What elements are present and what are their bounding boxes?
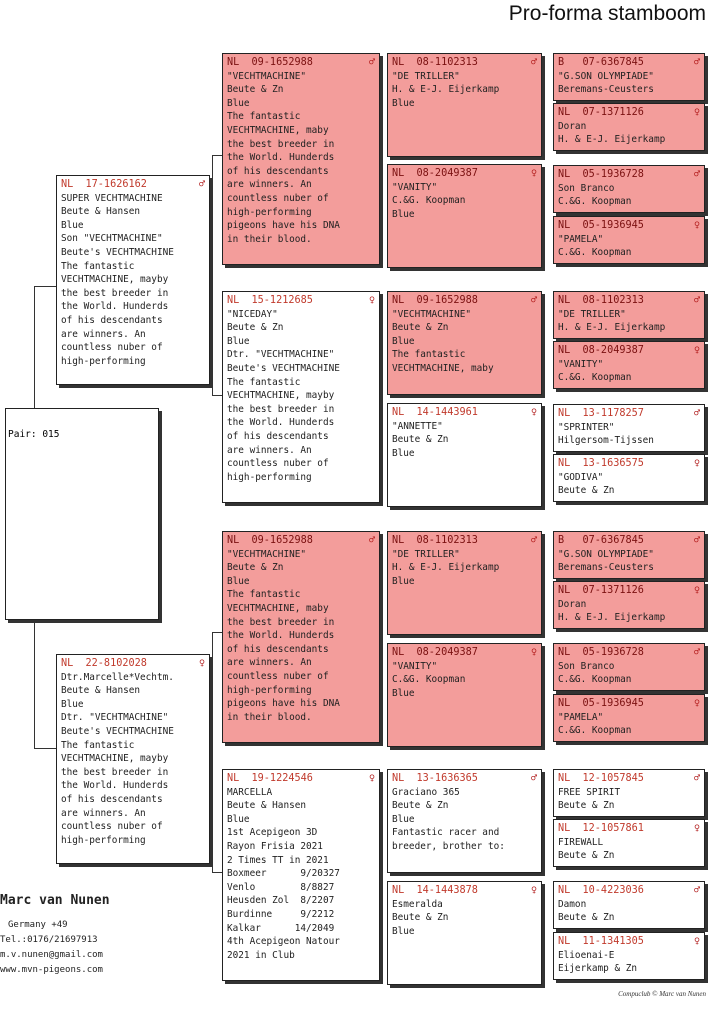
male-symbol-icon: ♂ — [530, 295, 537, 306]
ggg-parent-card[interactable] — [553, 291, 705, 339]
ggg-parent-card[interactable] — [553, 819, 705, 867]
ring-number: NL 14-1443961 — [392, 407, 478, 418]
ring-number: NL 10-4223036 — [558, 885, 644, 896]
pedigree-line: of his descendants — [61, 793, 163, 805]
ring-number: NL 13-1178257 — [558, 408, 644, 419]
pedigree-line: Blue — [227, 575, 250, 587]
connector-line — [34, 620, 35, 748]
pedigree-line: H. & E-J. Eijerkamp — [558, 612, 666, 624]
connector-line — [212, 872, 222, 873]
pedigree-line: Beute & Zn — [392, 434, 449, 446]
pedigree-line: VECHTMACHINE, maby — [392, 362, 494, 374]
ggg-parent-card[interactable] — [553, 769, 705, 817]
great-grandparent-card[interactable] — [387, 291, 542, 395]
pedigree-line: Beute & Zn — [558, 850, 615, 862]
ggg-parent-card[interactable] — [553, 643, 705, 691]
pedigree-line: Beute & Zn — [392, 322, 449, 334]
pedigree-line: Kalkar 14/2049 — [227, 922, 335, 934]
pedigree-line: C.&G. Koopman — [558, 674, 632, 686]
ggg-parent-card[interactable] — [553, 881, 705, 929]
pedigree-line: Beute & Zn — [392, 912, 449, 924]
female-symbol-icon: ♀ — [368, 295, 375, 306]
ring-number: NL 14-1443878 — [392, 885, 478, 896]
pedigree-line: Beute & Zn — [227, 84, 284, 96]
male-symbol-icon: ♂ — [530, 535, 537, 546]
pedigree-line: the World. Hunderds — [227, 630, 335, 642]
ring-header — [227, 772, 375, 786]
pedigree-line: H. & E-J. Eijerkamp — [558, 322, 666, 334]
pedigree-line: "PAMELA" — [558, 233, 604, 245]
pedigree-line: high-performing — [61, 355, 146, 367]
ring-number: NL 05-1936728 — [558, 647, 644, 658]
pedigree-line: Venlo 8/8827 — [227, 881, 335, 893]
credit-text: Compuclub © Marc van Nunen — [618, 990, 706, 998]
pedigree-line: Boxmeer 9/20327 — [227, 868, 340, 880]
pedigree-line: The fantastic — [392, 349, 466, 361]
pedigree-line: Son Branco — [558, 182, 615, 194]
pedigree-line: Heusden Zol 8/2207 — [227, 895, 335, 907]
pedigree-line: Beute & Hansen — [227, 800, 307, 812]
pedigree-line: VECHTMACHINE, maby — [227, 124, 329, 136]
great-grandparent-card[interactable] — [387, 881, 542, 985]
pedigree-line: "DE TRILLER" — [392, 548, 460, 560]
ring-number: NL 08-1102313 — [392, 57, 478, 68]
female-symbol-icon: ♀ — [198, 658, 205, 669]
pedigree-line: the World. Hunderds — [227, 417, 335, 429]
great-grandparent-card[interactable] — [387, 769, 542, 873]
male-symbol-icon: ♂ — [693, 169, 700, 180]
pedigree-line: Beute & Zn — [227, 562, 284, 574]
ring-header — [558, 344, 700, 358]
ggg-parent-card[interactable] — [553, 165, 705, 213]
connector-line — [34, 748, 56, 749]
pedigree-line: Blue — [392, 97, 415, 109]
ggg-parent-card[interactable] — [553, 404, 705, 452]
female-symbol-icon: ♀ — [530, 647, 537, 658]
ggg-parent-card[interactable] — [553, 531, 705, 579]
pedigree-line: the World. Hunderds — [61, 780, 169, 792]
pedigree-line: the best breeder in — [227, 403, 335, 415]
pedigree-line: Doran — [558, 598, 587, 610]
pedigree-line: Beute's VECHTMACHINE — [61, 725, 174, 737]
female-symbol-icon: ♀ — [693, 345, 700, 356]
female-symbol-icon: ♀ — [530, 407, 537, 418]
pedigree-line: high-performing — [227, 684, 312, 696]
pedigree-line: The fantastic — [227, 376, 301, 388]
granddam-card[interactable] — [222, 291, 380, 503]
pedigree-line: the best breeder in — [227, 616, 335, 628]
ring-number: NL 05-1936945 — [558, 220, 644, 231]
ring-header — [558, 772, 700, 786]
ggg-parent-card[interactable] — [553, 454, 705, 502]
ring-header — [558, 697, 700, 711]
contact-website[interactable]: www.mvn-pigeons.com — [0, 965, 103, 975]
pedigree-line: Beremans-Ceusters — [558, 562, 654, 574]
grandsire-card[interactable] — [222, 531, 380, 743]
pedigree-line: "GODIVA" — [558, 471, 604, 483]
connector-line — [212, 395, 222, 396]
pedigree-line: Esmeralda — [392, 898, 443, 910]
great-grandparent-card[interactable] — [387, 53, 542, 157]
female-symbol-icon: ♀ — [693, 220, 700, 231]
pedigree-line: The fantastic — [227, 111, 301, 123]
pedigree-line: C.&G. Koopman — [558, 196, 632, 208]
pedigree-line: C.&G. Koopman — [558, 247, 632, 259]
pedigree-line: Beute & Zn — [392, 800, 449, 812]
pedigree-line: "PAMELA" — [558, 711, 604, 723]
pedigree-line: Dtr. "VECHTMACHINE" — [61, 712, 169, 724]
pedigree-line: are winners. An — [227, 444, 312, 456]
pedigree-line: C.&G. Koopman — [558, 725, 632, 737]
pedigree-line: "VANITY" — [558, 358, 604, 370]
ring-header — [558, 168, 700, 182]
pedigree-line: "SPRINTER" — [558, 421, 615, 433]
pedigree-line: 2021 in Club — [227, 949, 295, 961]
contact-email[interactable]: m.v.nunen@gmail.com — [0, 950, 103, 960]
pedigree-line: Beute's VECHTMACHINE — [61, 246, 174, 258]
ring-number: NL 07-1371126 — [558, 585, 644, 596]
pedigree-line: MARCELLA — [227, 786, 273, 798]
female-symbol-icon: ♀ — [693, 585, 700, 596]
pedigree-line: Graciano 365 — [392, 786, 460, 798]
connector-line — [212, 155, 222, 156]
pedigree-line: Beute & Zn — [558, 912, 615, 924]
ring-header — [392, 56, 537, 70]
ring-number: NL 08-2049387 — [558, 345, 644, 356]
ring-number: NL 08-1102313 — [392, 535, 478, 546]
ring-header — [558, 584, 700, 598]
granddam-card[interactable] — [222, 769, 380, 981]
ring-number: B 07-6367845 — [558, 535, 644, 546]
great-grandparent-card[interactable] — [387, 164, 542, 268]
ring-header — [558, 294, 700, 308]
pedigree-line: "VECHTMACHINE" — [392, 308, 472, 320]
pedigree-line: the best breeder in — [227, 138, 335, 150]
ring-header — [392, 772, 537, 786]
pedigree-line: Blue — [392, 687, 415, 699]
pedigree-line: Blue — [61, 698, 84, 710]
pedigree-line: Blue — [392, 925, 415, 937]
ring-number: NL 08-2049387 — [392, 168, 478, 179]
ring-header — [392, 406, 537, 420]
ring-header — [558, 534, 700, 548]
pedigree-line: VECHTMACHINE, mayby — [61, 753, 169, 765]
ring-header — [392, 646, 537, 660]
breeder-contact — [0, 893, 110, 978]
contact-country: Germany +49 — [8, 920, 68, 930]
female-symbol-icon: ♀ — [530, 168, 537, 179]
pedigree-line: The fantastic — [61, 260, 135, 272]
ring-header — [61, 657, 205, 671]
pedigree-line: the best breeder in — [61, 287, 169, 299]
connector-line — [34, 286, 56, 287]
pedigree-line: Beute's VECHTMACHINE — [227, 362, 340, 374]
pedigree-line: Beute & Zn — [227, 322, 284, 334]
pedigree-line: FREE SPIRIT — [558, 786, 621, 798]
ring-number: NL 13-1636575 — [558, 458, 644, 469]
pedigree-line: 2 Times TT in 2021 — [227, 854, 329, 866]
pedigree-line: countless nuber of — [61, 821, 163, 833]
pedigree-line: The fantastic — [227, 589, 301, 601]
ring-number: B 07-6367845 — [558, 57, 644, 68]
ring-header — [61, 178, 205, 192]
pedigree-line: "ANNETTE" — [392, 420, 443, 432]
connector-line — [212, 632, 222, 633]
ring-header — [392, 294, 537, 308]
pedigree-line: Blue — [392, 575, 415, 587]
pedigree-line: Son Branco — [558, 660, 615, 672]
pedigree-line: Blue — [392, 447, 415, 459]
pedigree-line: in their blood. — [227, 711, 312, 723]
pedigree-line: Blue — [392, 208, 415, 220]
pair-label: Pair: 015 — [8, 429, 60, 440]
pedigree-line: H. & E-J. Eijerkamp — [392, 84, 500, 96]
pedigree-line: Elioenai-E — [558, 949, 615, 961]
pedigree-line: Blue — [227, 97, 250, 109]
pedigree-line: Fantastic racer and — [392, 827, 500, 839]
great-grandparent-card[interactable] — [387, 531, 542, 635]
ring-number: NL 19-1224546 — [227, 773, 313, 784]
pedigree-line: The fantastic — [61, 739, 135, 751]
pair-box — [5, 408, 159, 620]
grandsire-card[interactable] — [222, 53, 380, 265]
pedigree-line: Blue — [227, 335, 250, 347]
pedigree-line: "VECHTMACHINE" — [227, 548, 307, 560]
pedigree-line: VECHTMACHINE, mayby — [61, 274, 169, 286]
ring-header — [558, 646, 700, 660]
pedigree-line: Rayon Frisia 2021 — [227, 840, 323, 852]
male-symbol-icon: ♂ — [693, 885, 700, 896]
pedigree-line: "NICEDAY" — [227, 308, 278, 320]
pedigree-line: Beute & Zn — [558, 800, 615, 812]
pedigree-line: the World. Hunderds — [61, 301, 169, 313]
pedigree-line: Blue — [227, 813, 250, 825]
ring-header — [558, 219, 700, 233]
ring-number: NL 15-1212685 — [227, 295, 313, 306]
pedigree-line: countless nuber of — [227, 458, 329, 470]
pedigree-line: VECHTMACHINE, maby — [227, 602, 329, 614]
pedigree-line: are winners. An — [227, 179, 312, 191]
contact-phone: Tel.:0176/21697913 — [0, 935, 98, 945]
ggg-parent-card[interactable] — [553, 694, 705, 742]
ring-header — [392, 167, 537, 181]
pedigree-line: Beremans-Ceusters — [558, 84, 654, 96]
pedigree-line: 4th Acepigeon Natour — [227, 936, 340, 948]
pedigree-line: countless nuber of — [61, 342, 163, 354]
ggg-parent-card[interactable] — [553, 581, 705, 629]
pedigree-line: of his descendants — [227, 430, 329, 442]
male-symbol-icon: ♂ — [693, 647, 700, 658]
pedigree-line: Dtr.Marcelle*Vechtm. — [61, 671, 174, 683]
pedigree-line: "G.SON OLYMPIADE" — [558, 70, 654, 82]
pedigree-line: countless nuber of — [227, 670, 329, 682]
ggg-parent-card[interactable] — [553, 216, 705, 264]
ring-number: NL 12-1057845 — [558, 773, 644, 784]
ring-header — [227, 294, 375, 308]
pedigree-line: of his descendants — [61, 314, 163, 326]
pedigree-line: SUPER VECHTMACHINE — [61, 192, 163, 204]
great-grandparent-card[interactable] — [387, 403, 542, 507]
female-symbol-icon: ♀ — [368, 773, 375, 784]
ring-number: NL 08-1102313 — [558, 295, 644, 306]
pedigree-line: "DE TRILLER" — [392, 70, 460, 82]
pedigree-line: Beute & Hansen — [61, 206, 141, 218]
ring-number: NL 09-1652988 — [227, 57, 313, 68]
male-symbol-icon: ♂ — [530, 57, 537, 68]
pedigree-line: of his descendants — [227, 165, 329, 177]
pedigree-line: C.&G. Koopman — [392, 674, 466, 686]
pedigree-line: "VANITY" — [392, 660, 438, 672]
pedigree-line: C.&G. Koopman — [392, 195, 466, 207]
ring-header — [392, 534, 537, 548]
ring-number: NL 22-8102028 — [61, 658, 147, 669]
pedigree-line: of his descendants — [227, 643, 329, 655]
male-symbol-icon: ♂ — [198, 179, 205, 190]
ring-number: NL 13-1636365 — [392, 773, 478, 784]
pedigree-line: Burdinne 9/2212 — [227, 908, 335, 920]
breeder-name: Marc van Nunen — [0, 893, 110, 908]
male-symbol-icon: ♂ — [530, 773, 537, 784]
pedigree-line: H. & E-J. Eijerkamp — [392, 562, 500, 574]
pedigree-line: C.&G. Koopman — [558, 372, 632, 384]
pedigree-line: Hilgersom-Tijssen — [558, 435, 654, 447]
ring-header — [558, 822, 700, 836]
ring-header — [558, 407, 700, 421]
great-grandparent-card[interactable] — [387, 643, 542, 747]
pedigree-line: countless nuber of — [227, 192, 329, 204]
pedigree-line: Beute & Zn — [558, 485, 615, 497]
female-symbol-icon: ♀ — [693, 107, 700, 118]
male-symbol-icon: ♂ — [693, 773, 700, 784]
pedigree-line: high-performing — [61, 834, 146, 846]
pedigree-line: Son "VECHTMACHINE" — [61, 233, 163, 245]
pedigree-line: "VANITY" — [392, 181, 438, 193]
pedigree-line: pigeons have his DNA — [227, 698, 340, 710]
pedigree-line: are winners. An — [61, 807, 146, 819]
ggg-parent-card[interactable] — [553, 103, 705, 151]
ggg-parent-card[interactable] — [553, 932, 705, 980]
pedigree-line: the World. Hunderds — [227, 152, 335, 164]
pedigree-line: FIREWALL — [558, 836, 604, 848]
sire-card[interactable] — [56, 175, 210, 385]
pedigree-line: Beute & Hansen — [61, 685, 141, 697]
pedigree-line: the best breeder in — [61, 766, 169, 778]
ring-number: NL 05-1936728 — [558, 169, 644, 180]
pedigree-line: Blue — [61, 219, 84, 231]
pedigree-line: high-performing — [227, 206, 312, 218]
ring-number: NL 07-1371126 — [558, 107, 644, 118]
pedigree-line: "VECHTMACHINE" — [227, 70, 307, 82]
male-symbol-icon: ♂ — [368, 57, 375, 68]
ring-header — [558, 106, 700, 120]
ring-number: NL 11-1341305 — [558, 936, 644, 947]
ring-number: NL 12-1057861 — [558, 823, 644, 834]
connector-line — [212, 632, 213, 872]
ggg-parent-card[interactable] — [553, 53, 705, 101]
pedigree-line: H. & E-J. Eijerkamp — [558, 134, 666, 146]
ring-number: NL 05-1936945 — [558, 698, 644, 709]
ring-header — [558, 935, 700, 949]
ring-header — [227, 56, 375, 70]
dam-card[interactable] — [56, 654, 210, 864]
ring-number: NL 08-2049387 — [392, 647, 478, 658]
male-symbol-icon: ♂ — [693, 535, 700, 546]
ggg-parent-card[interactable] — [553, 341, 705, 389]
pedigree-line: VECHTMACHINE, mayby — [227, 390, 335, 402]
pedigree-line: Damon — [558, 898, 587, 910]
male-symbol-icon: ♂ — [693, 295, 700, 306]
male-symbol-icon: ♂ — [368, 535, 375, 546]
connector-line — [212, 155, 213, 395]
pedigree-line: "G.SON OLYMPIADE" — [558, 548, 654, 560]
page-title: Pro-forma stamboom — [508, 2, 706, 25]
pedigree-line: in their blood. — [227, 233, 312, 245]
ring-header — [392, 884, 537, 898]
ring-header — [227, 534, 375, 548]
connector-line — [34, 286, 35, 408]
pedigree-line: pigeons have his DNA — [227, 220, 340, 232]
ring-number: NL 09-1652988 — [392, 295, 478, 306]
female-symbol-icon: ♀ — [530, 885, 537, 896]
pedigree-line: Eijerkamp & Zn — [558, 963, 638, 975]
ring-number: NL 09-1652988 — [227, 535, 313, 546]
pedigree-line: breeder, brother to: — [392, 840, 505, 852]
female-symbol-icon: ♀ — [693, 458, 700, 469]
pedigree-line: are winners. An — [227, 657, 312, 669]
ring-number: NL 17-1626162 — [61, 179, 147, 190]
pedigree-line: high-performing — [227, 471, 312, 483]
ring-header — [558, 56, 700, 70]
pedigree-line: Blue — [392, 813, 415, 825]
pedigree-line: Dtr. "VECHTMACHINE" — [227, 349, 335, 361]
pedigree-line: are winners. An — [61, 328, 146, 340]
male-symbol-icon: ♂ — [693, 57, 700, 68]
ring-header — [558, 457, 700, 471]
male-symbol-icon: ♂ — [693, 408, 700, 419]
pedigree-line: Blue — [392, 335, 415, 347]
pedigree-line: 1st Acepigeon 3D — [227, 827, 318, 839]
female-symbol-icon: ♀ — [693, 823, 700, 834]
female-symbol-icon: ♀ — [693, 698, 700, 709]
female-symbol-icon: ♀ — [693, 936, 700, 947]
pedigree-line: "DE TRILLER" — [558, 308, 626, 320]
ring-header — [558, 884, 700, 898]
pedigree-line: Doran — [558, 120, 587, 132]
